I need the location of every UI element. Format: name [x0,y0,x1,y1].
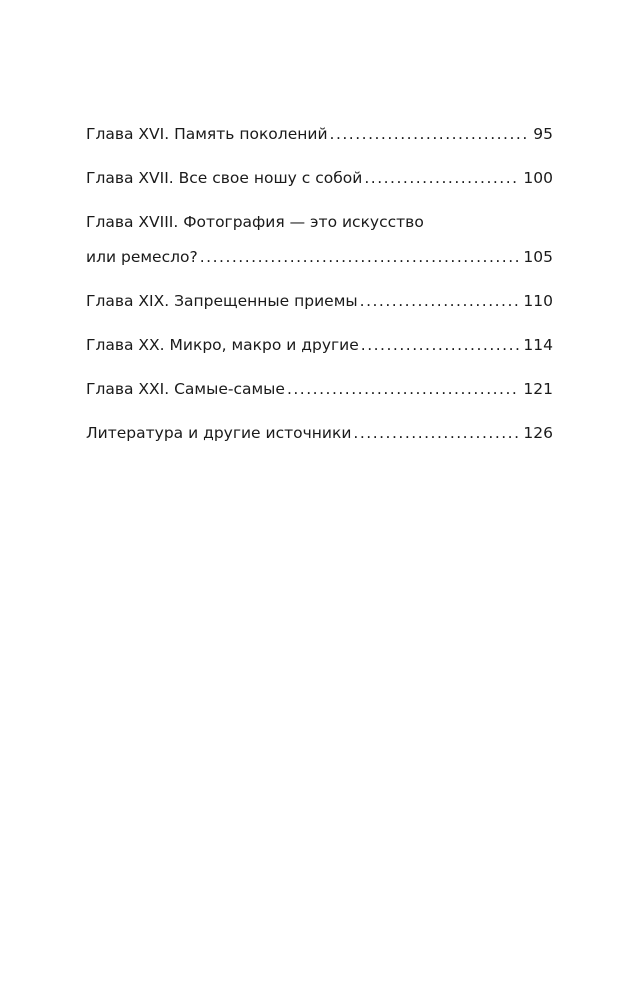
toc-line [86,335,553,356]
toc-entry-title: Литература и другие источники [86,424,352,442]
dot-leader [287,379,519,400]
toc-line [86,379,553,400]
dot-leader [200,247,520,268]
dot-leader [353,423,519,444]
toc-entry-page-number: 121 [523,380,553,398]
toc-entry-title: Глава XIX. Запрещенные приемы [86,292,358,310]
toc-line [86,247,553,268]
toc-entry-title: Глава XXI. Самые-самые [86,380,285,398]
toc-entry-chapter-21 [86,379,553,400]
dot-leader [330,124,530,145]
toc-entry-page-number: 100 [523,169,553,187]
dot-leader [364,168,519,189]
toc-entry-title: Глава XX. Микро, макро и другие [86,336,359,354]
toc-line [86,168,553,189]
toc-entry-references [86,423,553,444]
toc-entry-title: Глава XVII. Все свое ношу с собой [86,169,363,187]
toc-entry-chapter-20 [86,335,553,356]
dot-leader [360,291,520,312]
toc-line [86,423,553,444]
dot-leader [361,335,520,356]
toc-entry-page-number: 126 [523,424,553,442]
toc-entry-chapter-16 [86,124,553,145]
toc-entry-page-number: 95 [533,125,553,143]
toc-entry-title: Глава XVI. Память поколений [86,125,328,143]
toc-entry-page-number: 114 [523,336,553,354]
toc-entry-title-line-2: или ремесло? [86,248,198,266]
toc-entry-chapter-19 [86,291,553,312]
toc-entry-page-number: 105 [523,248,553,266]
toc-line [86,291,553,312]
toc-entry-chapter-18 [86,212,553,268]
toc-entry-chapter-17 [86,168,553,189]
toc-entry-page-number: 110 [523,292,553,310]
toc-line [86,124,553,145]
table-of-contents [86,124,553,467]
toc-entry-title-line-1: Глава XVIII. Фотография — это искусство [86,213,424,231]
